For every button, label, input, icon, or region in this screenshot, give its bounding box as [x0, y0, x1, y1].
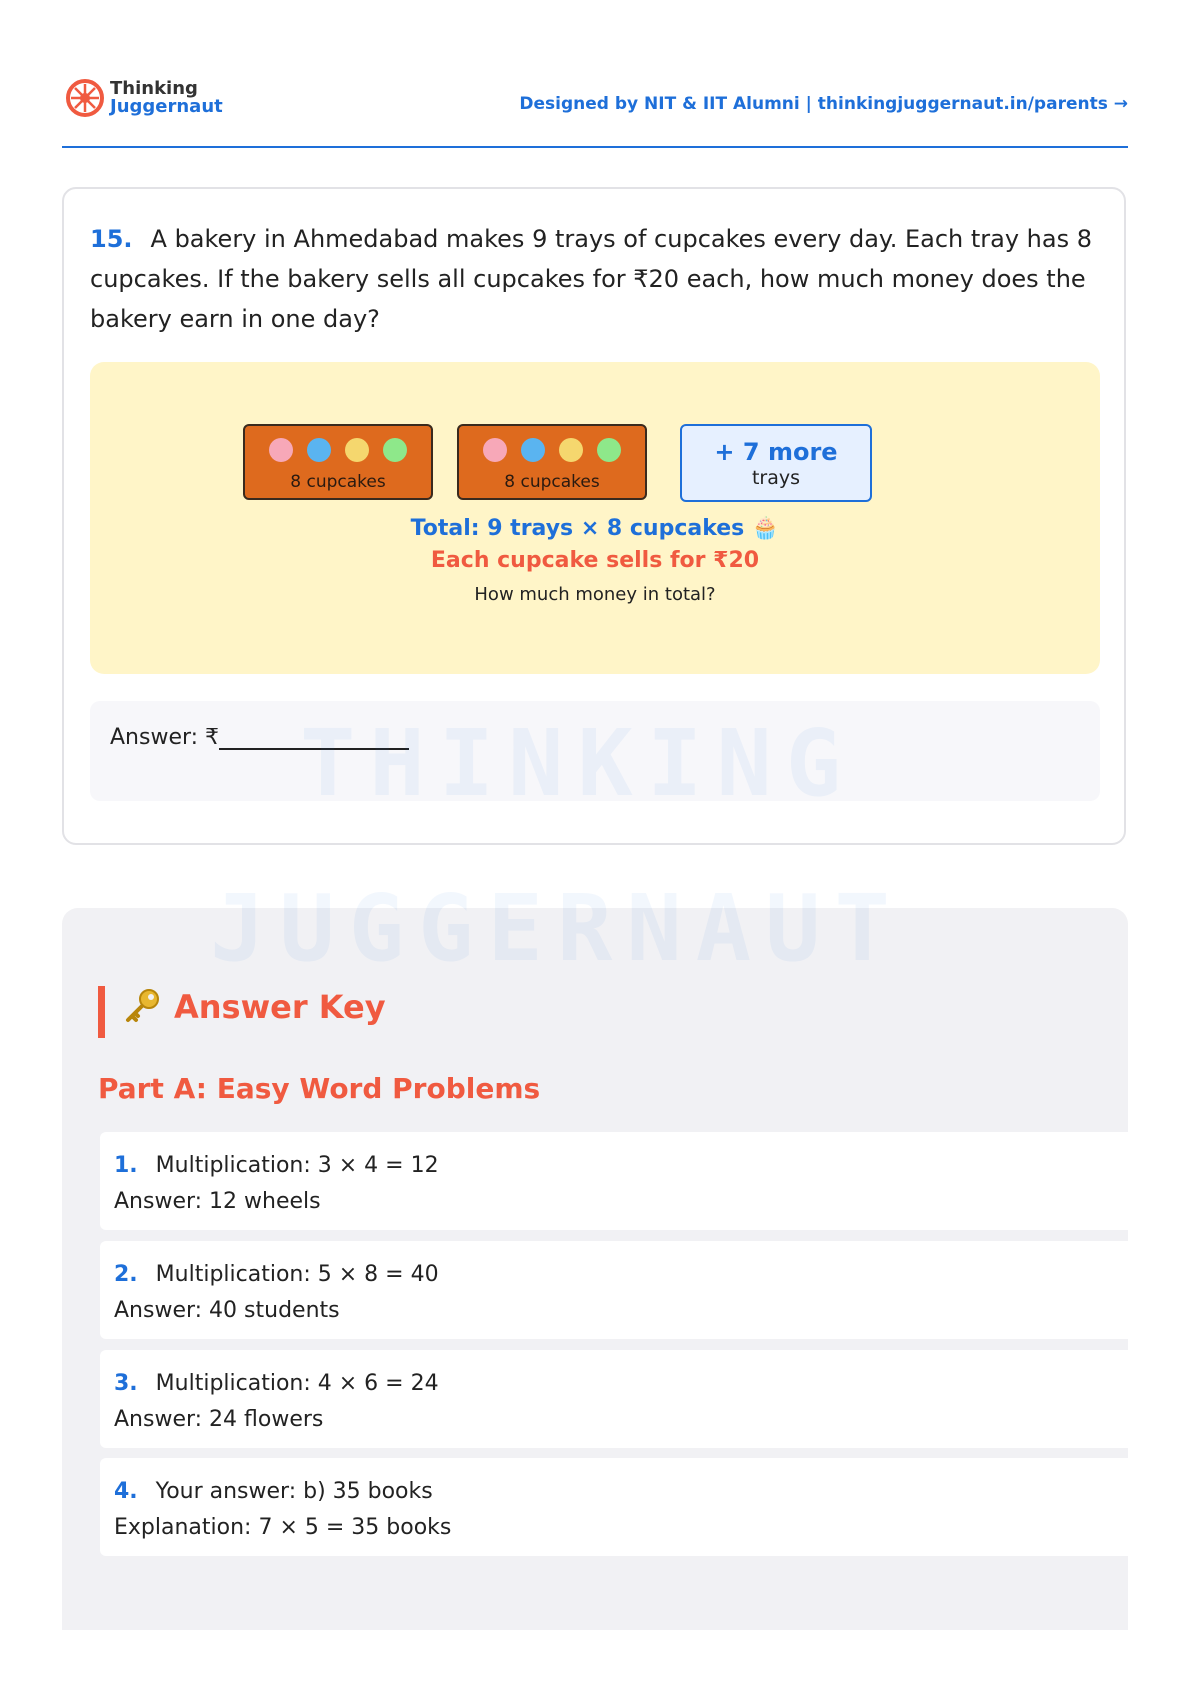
answer-number: 2. [114, 1262, 138, 1287]
cupcake-dot [559, 438, 583, 462]
more-trays-count: + 7 more [714, 438, 838, 466]
cupcake-dot [597, 438, 621, 462]
question-body: A bakery in Ahmedabad makes 9 trays of cupcakes every day. Each tray has 8 cupcakes. If the bakery sells all cupcakes for ₹20 each, how much money does the bakery earn in one day? [90, 225, 1092, 333]
answer-card [100, 1458, 1152, 1556]
question-text [90, 219, 1100, 339]
question-number: 15. [90, 225, 133, 253]
answer-key-title: Answer Key [174, 988, 386, 1026]
answer-number: 4. [114, 1479, 138, 1504]
cupcake-dot [521, 438, 545, 462]
cupcake-dots [269, 438, 407, 462]
cupcake-dot [345, 438, 369, 462]
answer-result: Answer: 12 wheels [114, 1189, 321, 1214]
logo-icon [65, 78, 105, 118]
page-header [62, 72, 1128, 148]
cupcake-dot [307, 438, 331, 462]
price-line: Each cupcake sells for ₹20 [430, 548, 760, 573]
answer-label: Answer: ₹ [110, 725, 220, 750]
answer-result: Answer: 40 students [114, 1298, 340, 1323]
illustration-panel [90, 362, 1100, 674]
tray-label: 8 cupcakes [504, 472, 600, 492]
answer-field[interactable] [110, 725, 409, 750]
answer-result: Explanation: 7 × 5 = 35 books [114, 1515, 452, 1540]
logo-line-1: Thinking [110, 78, 198, 99]
section-accent-bar [98, 986, 105, 1038]
answer-number: 1. [114, 1153, 138, 1178]
cupcake-dot [483, 438, 507, 462]
logo-line-2: Juggernaut [110, 96, 223, 117]
answer-number: 3. [114, 1371, 138, 1396]
cupcake-dots [483, 438, 621, 462]
key-icon [122, 986, 162, 1026]
answer-blank[interactable] [219, 726, 409, 750]
cupcake-dot [269, 438, 293, 462]
answer-card [100, 1132, 1152, 1230]
answer-working: Multiplication: 3 × 4 = 12 [155, 1153, 439, 1178]
answer-working: Your answer: b) 35 books [155, 1479, 433, 1504]
answer-key-section [62, 908, 1128, 1630]
total-line: Total: 9 trays × 8 cupcakes 🧁 [410, 516, 780, 541]
answer-card [100, 1241, 1152, 1339]
tray-label: 8 cupcakes [290, 472, 386, 492]
answer-working: Multiplication: 5 × 8 = 40 [155, 1262, 439, 1287]
answer-working: Multiplication: 4 × 6 = 24 [155, 1371, 439, 1396]
answer-result: Answer: 24 flowers [114, 1407, 324, 1432]
answer-card [100, 1350, 1152, 1448]
cupcake-dot [383, 438, 407, 462]
question-card [62, 187, 1126, 845]
more-trays-label: trays [751, 467, 801, 489]
part-title: Part A: Easy Word Problems [98, 1072, 541, 1105]
more-trays-box [680, 424, 872, 502]
prompt-line: How much money in total? [474, 584, 716, 605]
cupcake-tray [457, 424, 647, 500]
answer-row [90, 701, 1100, 801]
logo-text [110, 80, 223, 116]
header-tagline-link[interactable]: Designed by NIT & IIT Alumni | thinkingjuggernaut.in/parents → [519, 94, 1128, 114]
cupcake-tray [243, 424, 433, 500]
